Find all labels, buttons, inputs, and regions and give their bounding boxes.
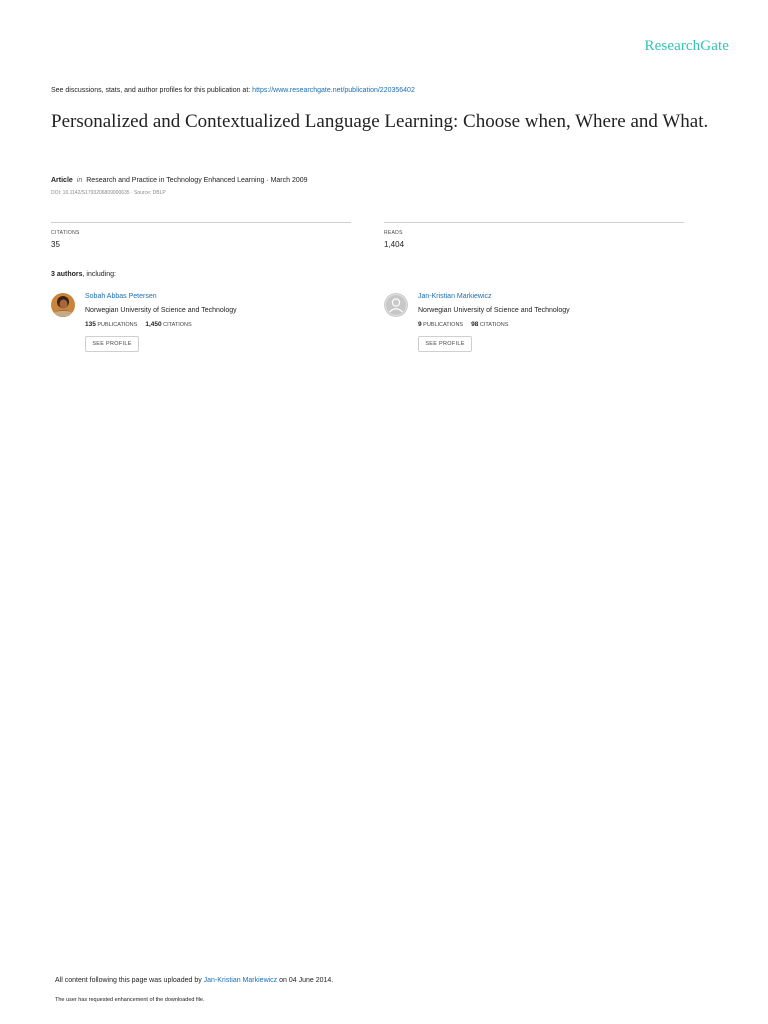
citations-divider (51, 222, 351, 223)
see-discussions-text: See discussions, stats, and author profiles for this publication at: (51, 87, 253, 94)
upload-note (55, 977, 333, 984)
author-publications-count: 135 (85, 321, 96, 328)
photo-avatar-icon[interactable] (51, 293, 75, 317)
reads-divider (384, 222, 684, 223)
author-publications-label: PUBLICATIONS (423, 322, 464, 328)
author-institution: Norwegian University of Science and Technology (85, 307, 237, 314)
authors-count: 3 authors (51, 271, 83, 278)
author-name-link[interactable]: Jan-Kristian Markiewicz (418, 293, 492, 300)
author-stats (85, 321, 192, 328)
citations-label: CITATIONS (51, 230, 80, 236)
upload-prefix: All content following this page was uploaded by (55, 977, 204, 984)
enhancement-note: The user has requested enhancement of the downloaded file. (55, 997, 205, 1003)
author-citations-label: CITATIONS (479, 322, 509, 328)
author-publications-label: PUBLICATIONS (97, 322, 138, 328)
see-profile-button[interactable]: SEE PROFILE (418, 336, 472, 352)
author-institution: Norwegian University of Science and Technology (418, 307, 570, 314)
publication-type: Article (51, 177, 73, 184)
see-profile-button[interactable]: SEE PROFILE (85, 336, 139, 352)
authors-heading (51, 271, 116, 278)
doi-line: DOI: 10.1142/S1793206809000635 · Source: DBLP (51, 190, 166, 196)
author-citations-count: 98 (471, 321, 479, 328)
author-stats (418, 321, 508, 328)
author-publications-count: 9 (418, 321, 422, 328)
publication-title: Personalized and Contextualized Language Learning: Choose when, Where and What. (51, 111, 709, 132)
author-card (384, 293, 684, 357)
reads-label: READS (384, 230, 403, 236)
reads-value: 1,404 (384, 240, 405, 249)
uploader-link[interactable]: Jan-Kristian Markiewicz (203, 977, 278, 984)
upload-suffix: on 04 June 2014. (277, 977, 334, 984)
researchgate-logo[interactable]: ResearchGate (644, 38, 729, 54)
author-card (51, 293, 351, 357)
in-word: in (76, 177, 83, 184)
publication-source-line (51, 87, 415, 94)
default-user-avatar-icon[interactable] (384, 293, 408, 317)
author-citations-label: CITATIONS (163, 322, 192, 328)
publication-url-link[interactable]: https://www.researchgate.net/publication/220356402 (252, 87, 415, 94)
publication-venue-date: Research and Practice in Technology Enhanced Learning · March 2009 (86, 177, 308, 184)
authors-suffix: , including: (82, 271, 116, 278)
author-name-link[interactable]: Sobah Abbas Petersen (85, 293, 157, 300)
publication-meta (51, 177, 308, 184)
author-citations-count: 1,450 (145, 321, 162, 328)
citations-value: 35 (51, 240, 60, 249)
